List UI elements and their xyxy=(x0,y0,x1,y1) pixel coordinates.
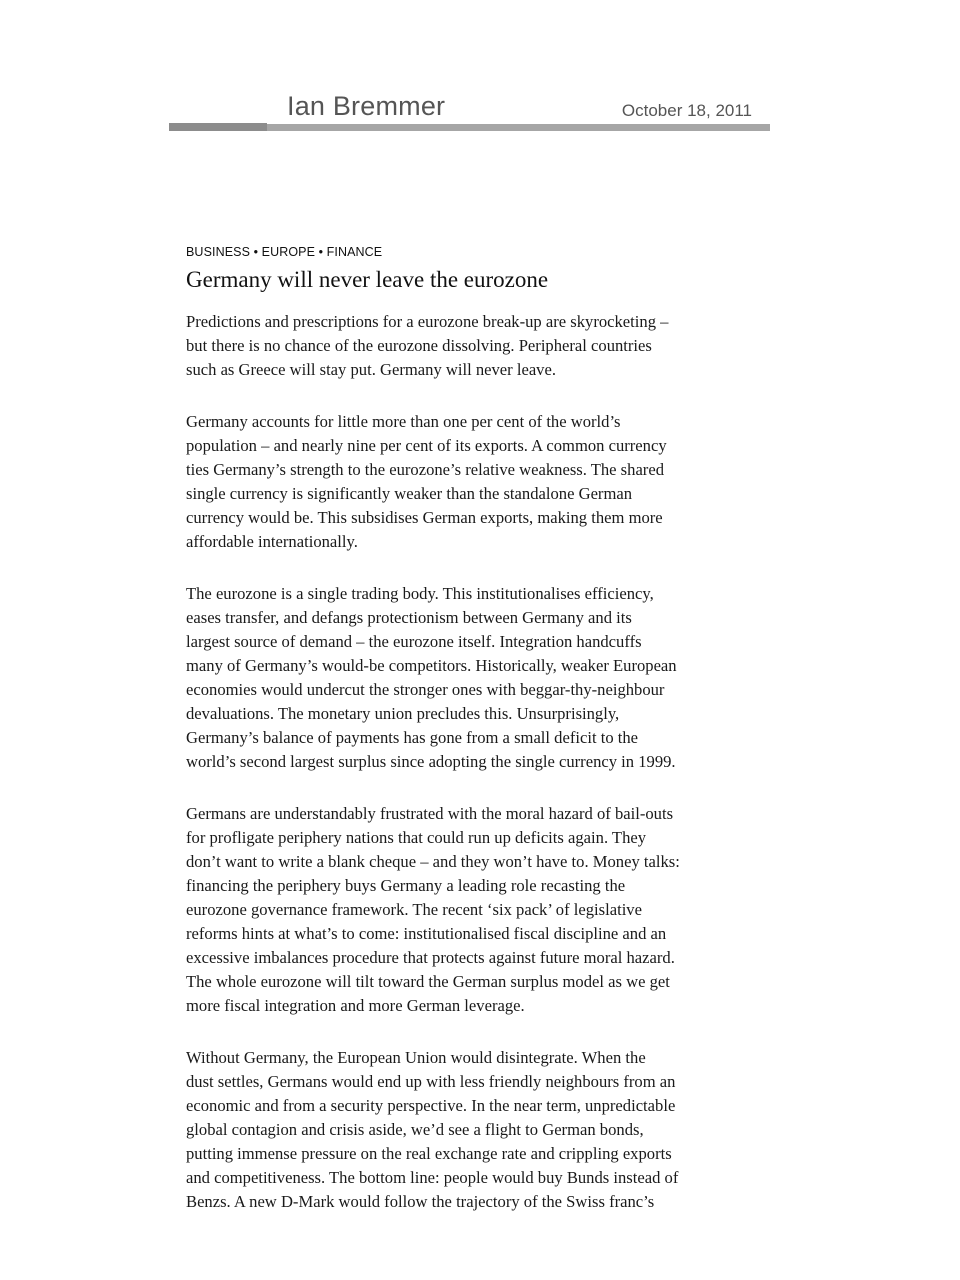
publication-date: October 18, 2011 xyxy=(621,101,752,120)
text-line: The eurozone is a single trading body. This institutionalises efficiency, xyxy=(186,584,654,603)
text-line: for profligate periphery nations that could run up deficits again. They xyxy=(186,828,647,847)
text-line: such as Greece will stay put. Germany will never leave. xyxy=(186,360,556,379)
text-line: largest source of demand – the eurozone itself. Integration handcuffs xyxy=(186,632,642,651)
article-title: Germany will never leave the eurozone xyxy=(186,267,549,292)
text-line: dust settles, Germans would end up with less friendly neighbours from an xyxy=(186,1072,676,1091)
paragraph-4 xyxy=(186,802,766,1018)
text-line: ties Germany’s strength to the eurozone’s relative weakness. The shared xyxy=(186,460,664,479)
author-name: Ian Bremmer xyxy=(287,91,446,121)
text-line: world’s second largest surplus since adopting the single currency in 1999. xyxy=(186,752,676,771)
paragraph-3 xyxy=(186,582,766,774)
text-line: don’t want to write a blank cheque – and they won’t have to. Money talks: xyxy=(186,852,680,871)
text-line: currency would be. This subsidises German exports, making them more xyxy=(186,508,663,527)
text-line: Germany’s balance of payments has gone from a small deficit to the xyxy=(186,728,639,747)
text-line: devaluations. The monetary union precludes this. Unsurprisingly, xyxy=(186,704,620,723)
text-line: population – and nearly nine per cent of its exports. A common currency xyxy=(186,436,667,455)
text-line: more fiscal integration and more German leverage. xyxy=(186,996,525,1015)
text-line: and competitiveness. The bottom line: people would buy Bunds instead of xyxy=(186,1168,679,1187)
text-line: putting immense pressure on the real exchange rate and crippling exports xyxy=(186,1144,672,1163)
text-line: reforms hints at what’s to come: institutionalised fiscal discipline and an xyxy=(186,924,667,943)
paragraph-2 xyxy=(186,410,766,554)
text-line: eases transfer, and defangs protectionism between Germany and its xyxy=(186,608,632,627)
text-line: affordable internationally. xyxy=(186,532,358,551)
text-line: Without Germany, the European Union would disintegrate. When the xyxy=(186,1048,646,1067)
text-line: economies would undercut the stronger ones with beggar-thy-neighbour xyxy=(186,680,665,699)
text-line: many of Germany’s would-be competitors. Historically, weaker European xyxy=(186,656,677,675)
text-line: Germany accounts for little more than one per cent of the world’s xyxy=(186,412,621,431)
text-line: single currency is significantly weaker than the standalone German xyxy=(186,484,633,503)
text-line: but there is no chance of the eurozone dissolving. Peripheral countries xyxy=(186,336,652,355)
category-tags: BUSINESS • EUROPE • FINANCE xyxy=(186,245,383,259)
header-rule-accent xyxy=(169,123,267,131)
text-line: global contagion and crisis aside, we’d see a flight to German bonds, xyxy=(186,1120,644,1139)
text-line: Germans are understandably frustrated with the moral hazard of bail-outs xyxy=(186,804,674,823)
text-line: economic and from a security perspective. In the near term, unpredictable xyxy=(186,1096,676,1115)
text-line: The whole eurozone will tilt toward the German surplus model as we get xyxy=(186,972,670,991)
article xyxy=(186,244,766,1214)
text-line: Benzs. A new D-Mark would follow the trajectory of the Swiss franc’s xyxy=(186,1192,655,1211)
text-line: eurozone governance framework. The recent ‘six pack’ of legislative xyxy=(186,900,642,919)
paragraph-5 xyxy=(186,1046,766,1214)
text-line: Predictions and prescriptions for a eurozone break-up are skyrocketing – xyxy=(186,312,669,331)
page-header xyxy=(169,86,770,134)
paragraph-1 xyxy=(186,310,766,382)
text-line: financing the periphery buys Germany a leading role recasting the xyxy=(186,876,626,895)
text-line: excessive imbalances procedure that protects against future moral hazard. xyxy=(186,948,675,967)
